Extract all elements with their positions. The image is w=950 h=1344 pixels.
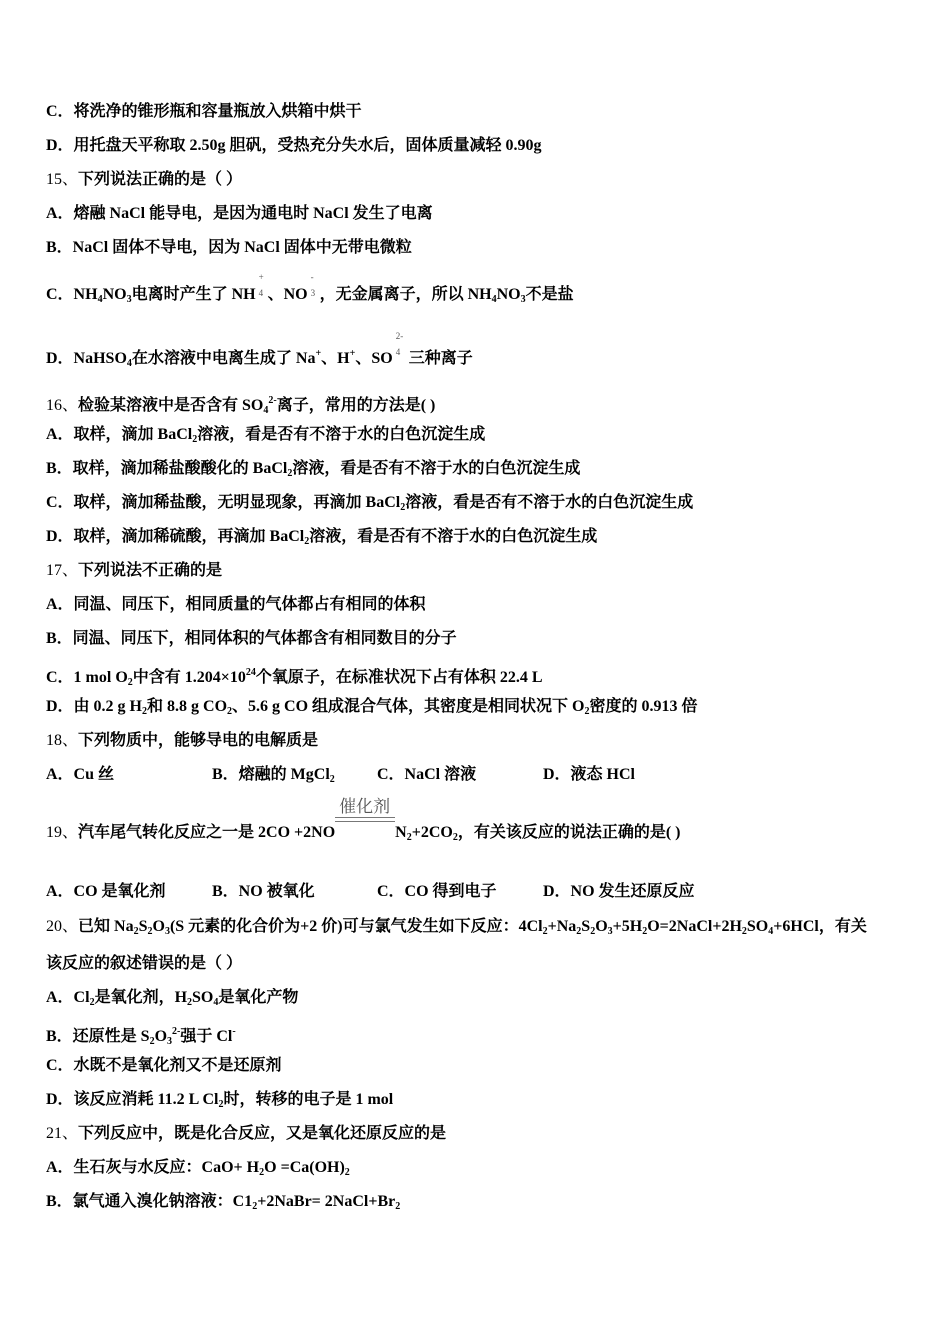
- text: C．将洗净的锥形瓶和容量瓶放入烘箱中烘干: [46, 103, 362, 120]
- text-line: [46, 954, 242, 974]
- text-line: [46, 1090, 393, 1115]
- text: 电离时产生了 NH: [131, 286, 256, 303]
- text: 、H: [321, 350, 350, 367]
- text: 下列反应中，既是化合反应，又是氧化还原反应的是: [78, 1125, 447, 1142]
- text-line: [46, 1192, 400, 1217]
- subscript: 2: [576, 926, 582, 937]
- subscript: 2: [590, 926, 596, 937]
- subscript: 2: [187, 997, 193, 1008]
- text: O =Ca(OH): [264, 1159, 345, 1176]
- text: 离子，常用的方法是( ): [276, 397, 436, 414]
- text-line: [46, 272, 574, 310]
- text: 下列物质中，能够导电的电解质是: [78, 732, 319, 749]
- subscript: 2: [147, 926, 153, 937]
- subscript: 2: [406, 832, 412, 843]
- question-number: 18、: [46, 732, 79, 749]
- text-line: [46, 663, 543, 693]
- subscript: 2: [304, 536, 310, 547]
- text: D．液态 HCl: [543, 766, 636, 783]
- text: (S 元素的化合价为+2 价)可与氯气发生如下反应：4Cl: [169, 918, 543, 935]
- subscript: 2: [344, 1167, 350, 1178]
- question-number: 15、: [46, 171, 79, 188]
- text: 密度的 0.913 倍: [589, 698, 698, 715]
- text: 是氧化产物: [218, 989, 299, 1006]
- text: D．用托盘天平称取 2.50g 胆矾，受热充分失水后，固体质量减轻 0.90g: [46, 137, 542, 154]
- subscript: 4: [258, 288, 264, 298]
- text: D．NaHSO: [46, 350, 127, 367]
- text-line: [46, 988, 298, 1013]
- text-line: [46, 170, 242, 190]
- superscript: +: [349, 348, 356, 359]
- text-line: [46, 731, 318, 751]
- subscript: 3: [520, 294, 526, 305]
- text-line: [46, 595, 426, 615]
- text: SO: [192, 989, 214, 1006]
- text: 溶液，看是否有不溶于水的白色沉淀生成: [292, 460, 581, 477]
- text-line: [46, 391, 435, 421]
- text: D．NO 发生还原反应: [543, 883, 695, 900]
- subscript: 2: [395, 1201, 401, 1212]
- superscript: +: [315, 348, 322, 359]
- charge: +: [258, 272, 264, 282]
- text: 、5.6 g CO 组成混合气体，其密度是相同状况下 O: [232, 698, 585, 715]
- catalyst-arrow: [335, 797, 395, 843]
- text: A．同温、同压下，相同质量的气体都占有相同的体积: [46, 596, 426, 613]
- subscript: 4: [126, 358, 132, 369]
- text-line: [46, 697, 698, 722]
- subscript: 2: [452, 832, 458, 843]
- text: O=2NaCl+2H: [647, 918, 742, 935]
- option: [212, 765, 335, 790]
- text: 下列说法正确的是（ ）: [78, 171, 243, 188]
- text: 溶液，看是否有不溶于水的白色沉淀生成: [197, 426, 486, 443]
- text: C．CO 得到电子: [377, 883, 497, 900]
- text: C．1 mol O: [46, 669, 128, 686]
- text-line: [46, 1056, 282, 1076]
- text: D．取样，滴加稀硫酸，再滴加 BaCl: [46, 528, 305, 545]
- text-line: [46, 238, 412, 258]
- text: SO: [746, 918, 769, 935]
- text: C．取样，滴加稀盐酸，无明显现象，再滴加 BaCl: [46, 494, 401, 511]
- ion-charge: [393, 331, 405, 364]
- text: 溶液，看是否有不溶于水的白色沉淀生成: [309, 528, 598, 545]
- text: C．NH: [46, 286, 98, 303]
- option: [212, 882, 315, 902]
- option: [46, 765, 114, 785]
- text: +2NaBr= 2NaCl+Br: [257, 1193, 396, 1210]
- text: 已知 Na: [78, 918, 134, 935]
- ion-charge: [256, 272, 268, 305]
- text: NO: [102, 286, 127, 303]
- subscript: 2: [741, 926, 747, 937]
- subscript: 3: [310, 288, 316, 298]
- text: B．还原性是 S: [46, 1028, 150, 1045]
- question-number: 21、: [46, 1125, 79, 1142]
- option: [46, 882, 166, 902]
- text: D．由 0.2 g H: [46, 698, 143, 715]
- text: N: [395, 824, 407, 841]
- text-line: [46, 136, 542, 156]
- text: O: [152, 918, 165, 935]
- text: B．取样，滴加稀盐酸酸化的 BaCl: [46, 460, 288, 477]
- text-line: [46, 1158, 350, 1183]
- subscript: 2: [142, 706, 148, 717]
- text-line: [46, 561, 222, 581]
- subscript: 2: [127, 677, 133, 688]
- ion-charge: [308, 272, 320, 305]
- question-number: 16、: [46, 397, 79, 414]
- option: [377, 765, 476, 785]
- subscript: 4: [263, 405, 269, 416]
- text: D．该反应消耗 11.2 L Cl: [46, 1091, 219, 1108]
- text: S: [581, 918, 591, 935]
- text: A．CO 是氧化剂: [46, 883, 166, 900]
- text: 下列说法不正确的是: [78, 562, 223, 579]
- text: A．Cu 丝: [46, 766, 115, 783]
- subscript: 4: [213, 997, 219, 1008]
- text-line: [46, 917, 867, 942]
- text: 是氧化剂，H: [94, 989, 188, 1006]
- subscript: 3: [167, 1036, 173, 1047]
- text: S: [138, 918, 148, 935]
- text-line: [46, 527, 597, 552]
- charge: -: [310, 272, 314, 282]
- text: A．熔融 NaCl 能导电，是因为通电时 NaCl 发生了电离: [46, 205, 433, 222]
- subscript: 2: [259, 1167, 265, 1178]
- subscript: 2: [642, 926, 648, 937]
- subscript: 2: [133, 926, 139, 937]
- option: [543, 765, 635, 785]
- subscript: 4: [491, 294, 497, 305]
- text: 、NO: [267, 286, 308, 303]
- question-number: 20、: [46, 918, 79, 935]
- superscript: 24: [245, 667, 256, 678]
- text: 在水溶液中电离生成了 Na: [131, 350, 316, 367]
- double-line: [335, 817, 395, 822]
- text: +6HCl，有关: [773, 918, 867, 935]
- text: 和 8.8 g CO: [147, 698, 228, 715]
- superscript: 2-: [268, 395, 277, 406]
- text: 、SO: [355, 350, 393, 367]
- text: +2CO: [411, 824, 453, 841]
- superscript: 2-: [172, 1026, 181, 1037]
- text: A．生石灰与水反应：CaO+ H: [46, 1159, 260, 1176]
- text: 汽车尾气转化反应之一是 2CO +2NO: [78, 824, 336, 841]
- text: A．Cl: [46, 989, 90, 1006]
- subscript: 2: [252, 1201, 258, 1212]
- text: 检验某溶液中是否含有 SO: [78, 397, 264, 414]
- text-line: [46, 459, 580, 484]
- text: +5H: [612, 918, 643, 935]
- text: O: [154, 1028, 168, 1045]
- text: 强于 Cl: [180, 1028, 233, 1045]
- text-line: [46, 425, 485, 450]
- text-line: [46, 331, 473, 374]
- text: 个氧原子，在标准状况下占有体积 22.4 L: [255, 669, 543, 686]
- subscript: 2: [542, 926, 548, 937]
- text-line: [46, 102, 362, 122]
- subscript: 3: [607, 926, 613, 937]
- text: B．NO 被氧化: [212, 883, 315, 900]
- text: ，无金属离子，所以 NH: [319, 286, 492, 303]
- subscript: 3: [126, 294, 132, 305]
- text: 不是盐: [525, 286, 574, 303]
- question-number: 17、: [46, 562, 79, 579]
- subscript: 2: [329, 774, 335, 785]
- text-line: [46, 1124, 446, 1144]
- subscript: 2: [149, 1036, 155, 1047]
- text: O: [595, 918, 608, 935]
- text: B．氯气通入溴化钠溶液：C1: [46, 1193, 253, 1210]
- subscript: 4: [768, 926, 774, 937]
- option: [543, 882, 695, 902]
- text: 三种离子: [404, 350, 473, 367]
- catalyst-label: 催化剂: [339, 797, 391, 816]
- subscript: 2: [227, 706, 233, 717]
- text: B．同温、同压下，相同体积的气体都含有相同数目的分子: [46, 630, 457, 647]
- text: 中含有 1.204×10: [132, 669, 246, 686]
- subscript: 2: [192, 434, 198, 445]
- subscript: 2: [89, 997, 95, 1008]
- text: +Na: [547, 918, 577, 935]
- option: [377, 882, 497, 902]
- text-line: [46, 797, 681, 848]
- subscript: 2: [287, 468, 293, 479]
- text-line: [46, 204, 433, 224]
- text: 溶液，看是否有不溶于水的白色沉淀生成: [405, 494, 694, 511]
- text: 该反应的叙述错误的是（ ）: [46, 955, 243, 972]
- text-line: [46, 1022, 236, 1052]
- text: C．水既不是氧化剂又不是还原剂: [46, 1057, 282, 1074]
- subscript: 4: [97, 294, 103, 305]
- subscript: 4: [395, 347, 401, 357]
- text: ，有关该反应的说法正确的是( ): [457, 824, 681, 841]
- question-number: 19、: [46, 824, 79, 841]
- text: A．取样，滴加 BaCl: [46, 426, 193, 443]
- charge: 2-: [395, 331, 404, 341]
- subscript: 3: [164, 926, 170, 937]
- subscript: 2: [218, 1099, 224, 1110]
- text: B．NaCl 固体不导电，因为 NaCl 固体中无带电微粒: [46, 239, 412, 256]
- text: C．NaCl 溶液: [377, 766, 477, 783]
- subscript: 2: [400, 502, 406, 513]
- text: 时，转移的电子是 1 mol: [223, 1091, 394, 1108]
- text: NO: [496, 286, 521, 303]
- subscript: 2: [584, 706, 590, 717]
- text-line: [46, 629, 457, 649]
- text: B．熔融的 MgCl: [212, 766, 330, 783]
- text-line: [46, 493, 693, 518]
- superscript: -: [232, 1026, 236, 1037]
